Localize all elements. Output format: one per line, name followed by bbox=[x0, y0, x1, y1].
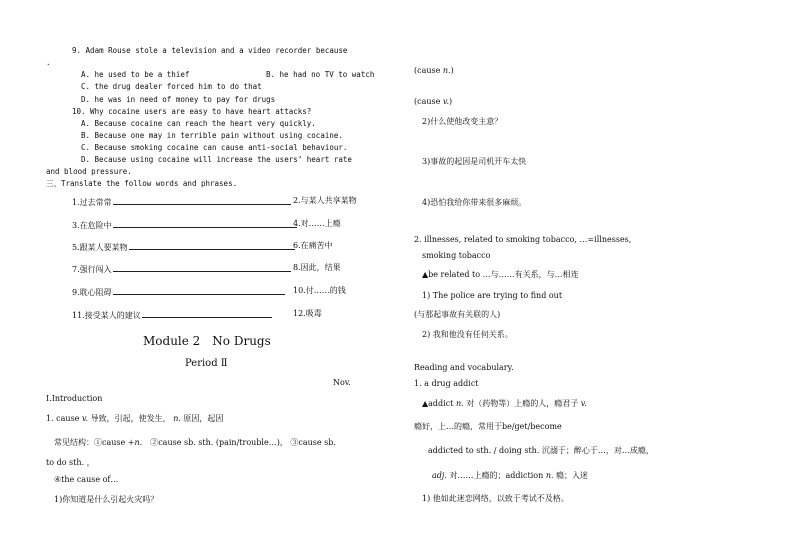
section-3-heading: 三、Translate the follow words and phrases. bbox=[46, 179, 238, 188]
structure-4: ④the cause of… bbox=[54, 475, 119, 484]
cause-verb-line: (cause v.) bbox=[414, 97, 453, 106]
q9-stem: 9. Adam Rouse stole a television and a video recorder because bbox=[72, 46, 348, 55]
structure-cont: to do sth. ， bbox=[46, 458, 95, 467]
phrase-6: 6.在痛苦中 bbox=[293, 241, 333, 250]
common-structures: 常见结构：①cause +n. ②cause sb. sth. (pain/trouble…)， ③cause sb. bbox=[54, 438, 336, 447]
phrase-8: 8.因此，结果 bbox=[293, 263, 341, 272]
phrase-9: 9.耽心阻碍 bbox=[72, 286, 285, 298]
phrase-7: 7.强行闯入 bbox=[72, 263, 291, 275]
q9-option-d: D. he was in need of money to pay for drugs bbox=[81, 95, 276, 104]
phrase-4: 4.对……上瘾 bbox=[293, 219, 341, 228]
question-3: 3)事故的起因是司机开车太快 bbox=[422, 157, 527, 166]
question-fire: 1)你知道是什么引起火灾吗？ bbox=[54, 495, 159, 504]
q10-option-d: D. Because using cocaine will increase the users’ heart rate bbox=[81, 155, 352, 164]
police-line: 1) The police are trying to find out bbox=[422, 291, 563, 300]
smoking-tobacco-line: smoking tobacco bbox=[422, 251, 491, 260]
addicted-line: addicted to sth. / doing sth. 沉溺于；醉心于…，对…成瘾， bbox=[428, 446, 654, 455]
q9-option-a: A. he used to be a thief bbox=[81, 70, 190, 79]
q10-option-b: B. Because one may in terrible pain without using cocaine. bbox=[81, 131, 343, 140]
phrase-10: 10.付……的钱 bbox=[293, 286, 346, 295]
phrase-11: 11.接受某人的建议 bbox=[72, 309, 272, 321]
phrase-12: 12.吸毒 bbox=[293, 309, 322, 318]
police-cn-line: (与那起事故有关联的人) bbox=[414, 310, 501, 319]
adj-line: adj. 对……上瘾的；addiction n. 瘾；入迷 bbox=[432, 471, 589, 480]
q9-option-c: C. the drug dealer forced him to do that bbox=[81, 82, 262, 91]
drug-addict-heading: 1. a drug addict bbox=[414, 379, 479, 388]
period-title: Period Ⅱ bbox=[185, 358, 228, 369]
date-label: Nov. bbox=[333, 378, 351, 387]
cause-noun-line: (cause n.) bbox=[414, 66, 454, 75]
question-4: 4)恐怕我给你带来很多麻烦。 bbox=[422, 198, 527, 207]
addict-cont: 瘾好，上…的瘾，常用于be/get/become bbox=[414, 422, 562, 431]
phrase-2: 2.与某人共享某物 bbox=[293, 196, 357, 205]
q9-option-b: B. he had no TV to watch bbox=[266, 70, 375, 79]
illnesses-line: 2. illnesses, related to smoking tobacco, …=illnesses, bbox=[414, 235, 632, 244]
question-me: 2) 我和他没有任何关系。 bbox=[422, 330, 513, 339]
addict-definition: ▲addict n. 对（药物等）上瘾的人，瘾君子 v. bbox=[422, 399, 587, 408]
question-game: 1) 他如此迷恋网络，以致于考试不及格。 bbox=[422, 494, 569, 503]
phrase-3: 3.在危险中 bbox=[72, 219, 297, 231]
q9-dot: . bbox=[46, 58, 51, 67]
q10-option-a: A. Because cocaine can reach the heart very quickly. bbox=[81, 119, 316, 128]
reading-heading: Reading and vocabulary. bbox=[414, 363, 514, 372]
phrase-5: 5.跟某人要某物 bbox=[72, 241, 295, 253]
introduction-heading: Ⅰ.Introduction bbox=[46, 394, 103, 403]
cause-definition: 1. cause v. 导致，引起，使发生， n. 原因，起因 bbox=[46, 414, 224, 423]
question-2: 2)什么使他改变主意？ bbox=[422, 117, 503, 126]
be-related-line: ▲be related to …与……有关系，与…相连 bbox=[422, 270, 579, 279]
q10-stem: 10. Why cocaine users are easy to have heart attacks? bbox=[72, 107, 312, 116]
q10-option-c: C. Because smoking cocaine can cause anti-social behaviour. bbox=[81, 143, 348, 152]
phrase-1: 1.过去常常 bbox=[72, 196, 291, 208]
q10-option-d-cont: and blood pressure. bbox=[46, 167, 132, 176]
module-title: Module 2 No Drugs bbox=[143, 334, 271, 348]
